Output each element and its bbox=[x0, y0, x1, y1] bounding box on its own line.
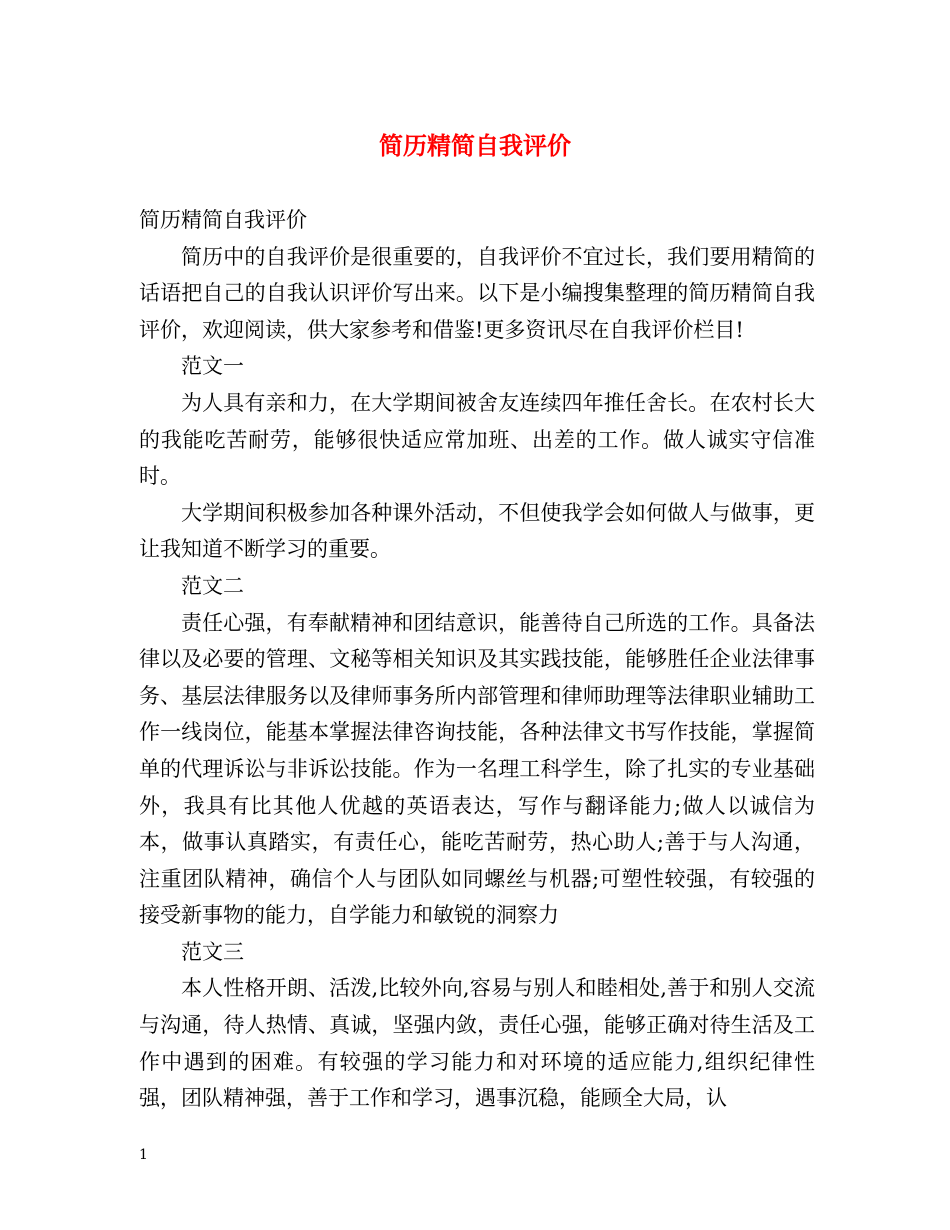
paragraph-example-1b: 大学期间积极参加各种课外活动，不但使我学会如何做人与做事，更让我知道不断学习的重要。 bbox=[139, 500, 815, 562]
paragraph-example-3: 本人性格开朗、活泼,比较外向,容易与别人和睦相处,善于和别人交流与沟通，待人热情、真诚，坚强内敛，责任心强，能够正确对待生活及工作中遇到的困难。有较强的学习能力和对环境的适应能力,组织纪律性强，团队精神强，善于工作和学习，遇事沉稳，能顾全大局，认 bbox=[139, 976, 815, 1111]
section-heading-example-2: 范文二 bbox=[181, 573, 244, 598]
paragraph-heading: 简历精简自我评价 bbox=[139, 208, 307, 232]
section-heading-example-3: 范文三 bbox=[181, 939, 244, 964]
paragraph-example-1a: 为人具有亲和力，在大学期间被舍友连续四年推任舍长。在农村长大的我能吃苦耐劳，能够很快适应常加班、出差的工作。做人诚实守信准时。 bbox=[139, 390, 815, 489]
paragraph-intro: 简历中的自我评价是很重要的，自我评价不宜过长，我们要用精简的话语把自己的自我认识评价写出来。以下是小编搜集整理的简历精简自我评价，欢迎阅读，供大家参考和借鉴!更多资讯尽在自我评价栏目! bbox=[139, 244, 815, 342]
page-number: 1 bbox=[139, 1147, 148, 1163]
section-heading-example-1: 范文一 bbox=[181, 354, 244, 379]
document-title: 简历精简自我评价 bbox=[379, 131, 571, 160]
document-body bbox=[139, 202, 815, 1117]
paragraph-example-2: 责任心强，有奉献精神和团结意识，能善待自己所选的工作。具备法律以及必要的管理、文秘等相关知识及其实践技能，能够胜任企业法律事务、基层法律服务以及律师事务所内部管理和律师助理等法律职业辅助工作一线岗位，能基本掌握法律咨询技能，各种法律文书写作技能，掌握简单的代理诉讼与非诉讼技能。作为一名理工科学生，除了扎实的专业基础外，我具有比其他人优越的英语表达，写作与翻译能力;做人以诚信为本，做事认真踏实，有责任心，能吃苦耐劳，热心助人;善于与人沟通，注重团队精神，确信个人与团队如同螺丝与机器;可塑性较强，有较强的接受新事物的能力，自学能力和敏锐的洞察力 bbox=[139, 610, 815, 928]
